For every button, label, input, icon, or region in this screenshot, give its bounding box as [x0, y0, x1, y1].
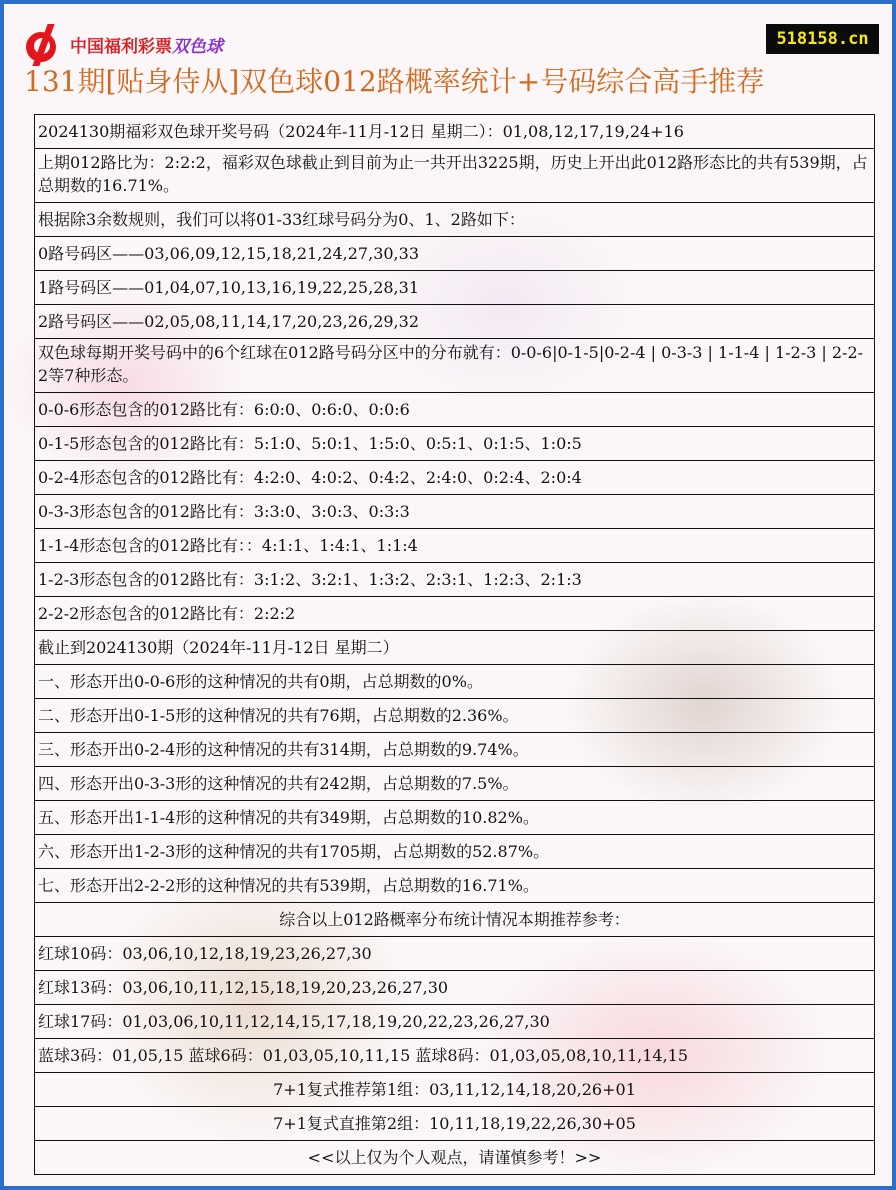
stat-row: 六、形态开出1-2-3形的这种情况的共有1705期，占总期数的52.87%。	[35, 835, 874, 869]
pattern-row: 0-3-3形态包含的012路比有：3:3:0、3:0:3、0:3:3	[35, 495, 874, 529]
red-17-row: 红球17码：01,03,06,10,11,12,14,15,17,18,19,20,22,23,26,27,30	[35, 1005, 874, 1039]
stat-row: 四、形态开出0-3-3形的这种情况的共有242期，占总期数的7.5%。	[35, 767, 874, 801]
red-10-row: 红球10码：03,06,10,12,18,19,23,26,27,30	[35, 937, 874, 971]
red-13-row: 红球13码：03,06,10,11,12,15,18,19,20,23,26,27,30	[35, 971, 874, 1005]
stat-row: 二、形态开出0-1-5形的这种情况的共有76期，占总期数的2.36%。	[35, 699, 874, 733]
draw-result-row: 2024130期福彩双色球开奖号码（2024年-11月-12日 星期二）：01,08,12,17,19,24+16	[35, 115, 874, 149]
combo-1-row: 7+1复式推荐第1组：03,11,12,14,18,20,26+01	[35, 1073, 874, 1107]
logo-text-accent: 双色球	[172, 36, 223, 57]
combo-2-row: 7+1复式直推第2组：10,11,18,19,22,26,30+05	[35, 1107, 874, 1141]
site-badge: 518158.cn	[766, 24, 879, 54]
stat-row: 五、形态开出1-1-4形的这种情况的共有349期，占总期数的10.82%。	[35, 801, 874, 835]
stat-row: 七、形态开出2-2-2形的这种情况的共有539期，占总期数的16.71%。	[35, 869, 874, 903]
stat-row: 一、形态开出0-0-6形的这种情况的共有0期，占总期数的0%。	[35, 665, 874, 699]
content-table	[34, 114, 875, 1175]
disclaimer-row: <<以上仅为个人观点，请谨慎参考！>>	[35, 1141, 874, 1175]
blue-row: 蓝球3码：01,05,15 蓝球6码：01,03,05,10,11,15 蓝球8码：01,03,05,08,10,11,14,15	[35, 1039, 874, 1073]
route-0-row: 0路号码区——03,06,09,12,15,18,21,24,27,30,33	[35, 237, 874, 271]
last-ratio-row: 上期012路比为：2:2:2，福彩双色球截止到目前为止一共开出3225期，历史上开出此012路形态比的共有539期，占总期数的16.71%。	[35, 149, 874, 203]
route-1-row: 1路号码区——01,04,07,10,13,16,19,22,25,28,31	[35, 271, 874, 305]
cutoff-row: 截止到2024130期（2024年-11月-12日 星期二）	[35, 631, 874, 665]
stat-row: 三、形态开出0-2-4形的这种情况的共有314期，占总期数的9.74%。	[35, 733, 874, 767]
route-2-row: 2路号码区——02,05,08,11,14,17,20,23,26,29,32	[35, 305, 874, 339]
pattern-row: 0-1-5形态包含的012路比有：5:1:0、5:0:1、1:5:0、0:5:1、0:1:5、1:0:5	[35, 427, 874, 461]
fucai-logo-icon	[22, 24, 66, 64]
pattern-row: 2-2-2形态包含的012路比有：2:2:2	[35, 597, 874, 631]
pattern-row: 1-1-4形态包含的012路比有：：4:1:1、1:4:1、1:1:4	[35, 529, 874, 563]
lottery-logo	[22, 24, 223, 64]
page-title: 131期[贴身侍从]双色球012路概率统计+号码综合高手推荐	[24, 65, 765, 98]
rule-row: 根据除3余数规则，我们可以将01-33红球号码分为0、1、2路如下：	[35, 203, 874, 237]
pattern-row: 1-2-3形态包含的012路比有：3:1:2、3:2:1、1:3:2、2:3:1、1:2:3、2:1:3	[35, 563, 874, 597]
pattern-row: 0-2-4形态包含的012路比有：4:2:0、4:0:2、0:4:2、2:4:0、0:2:4、2:0:4	[35, 461, 874, 495]
pattern-row: 0-0-6形态包含的012路比有：6:0:0、0:6:0、0:0:6	[35, 393, 874, 427]
recommend-heading: 综合以上012路概率分布统计情况本期推荐参考：	[35, 903, 874, 937]
patterns-row: 双色球每期开奖号码中的6个红球在012路号码分区中的分布就有：0-0-6|0-1-5|0-2-4 | 0-3-3 | 1-1-4 | 1-2-3 | 2-2-2等7种形态。	[35, 339, 874, 393]
logo-text: 中国福利彩票	[70, 36, 172, 57]
